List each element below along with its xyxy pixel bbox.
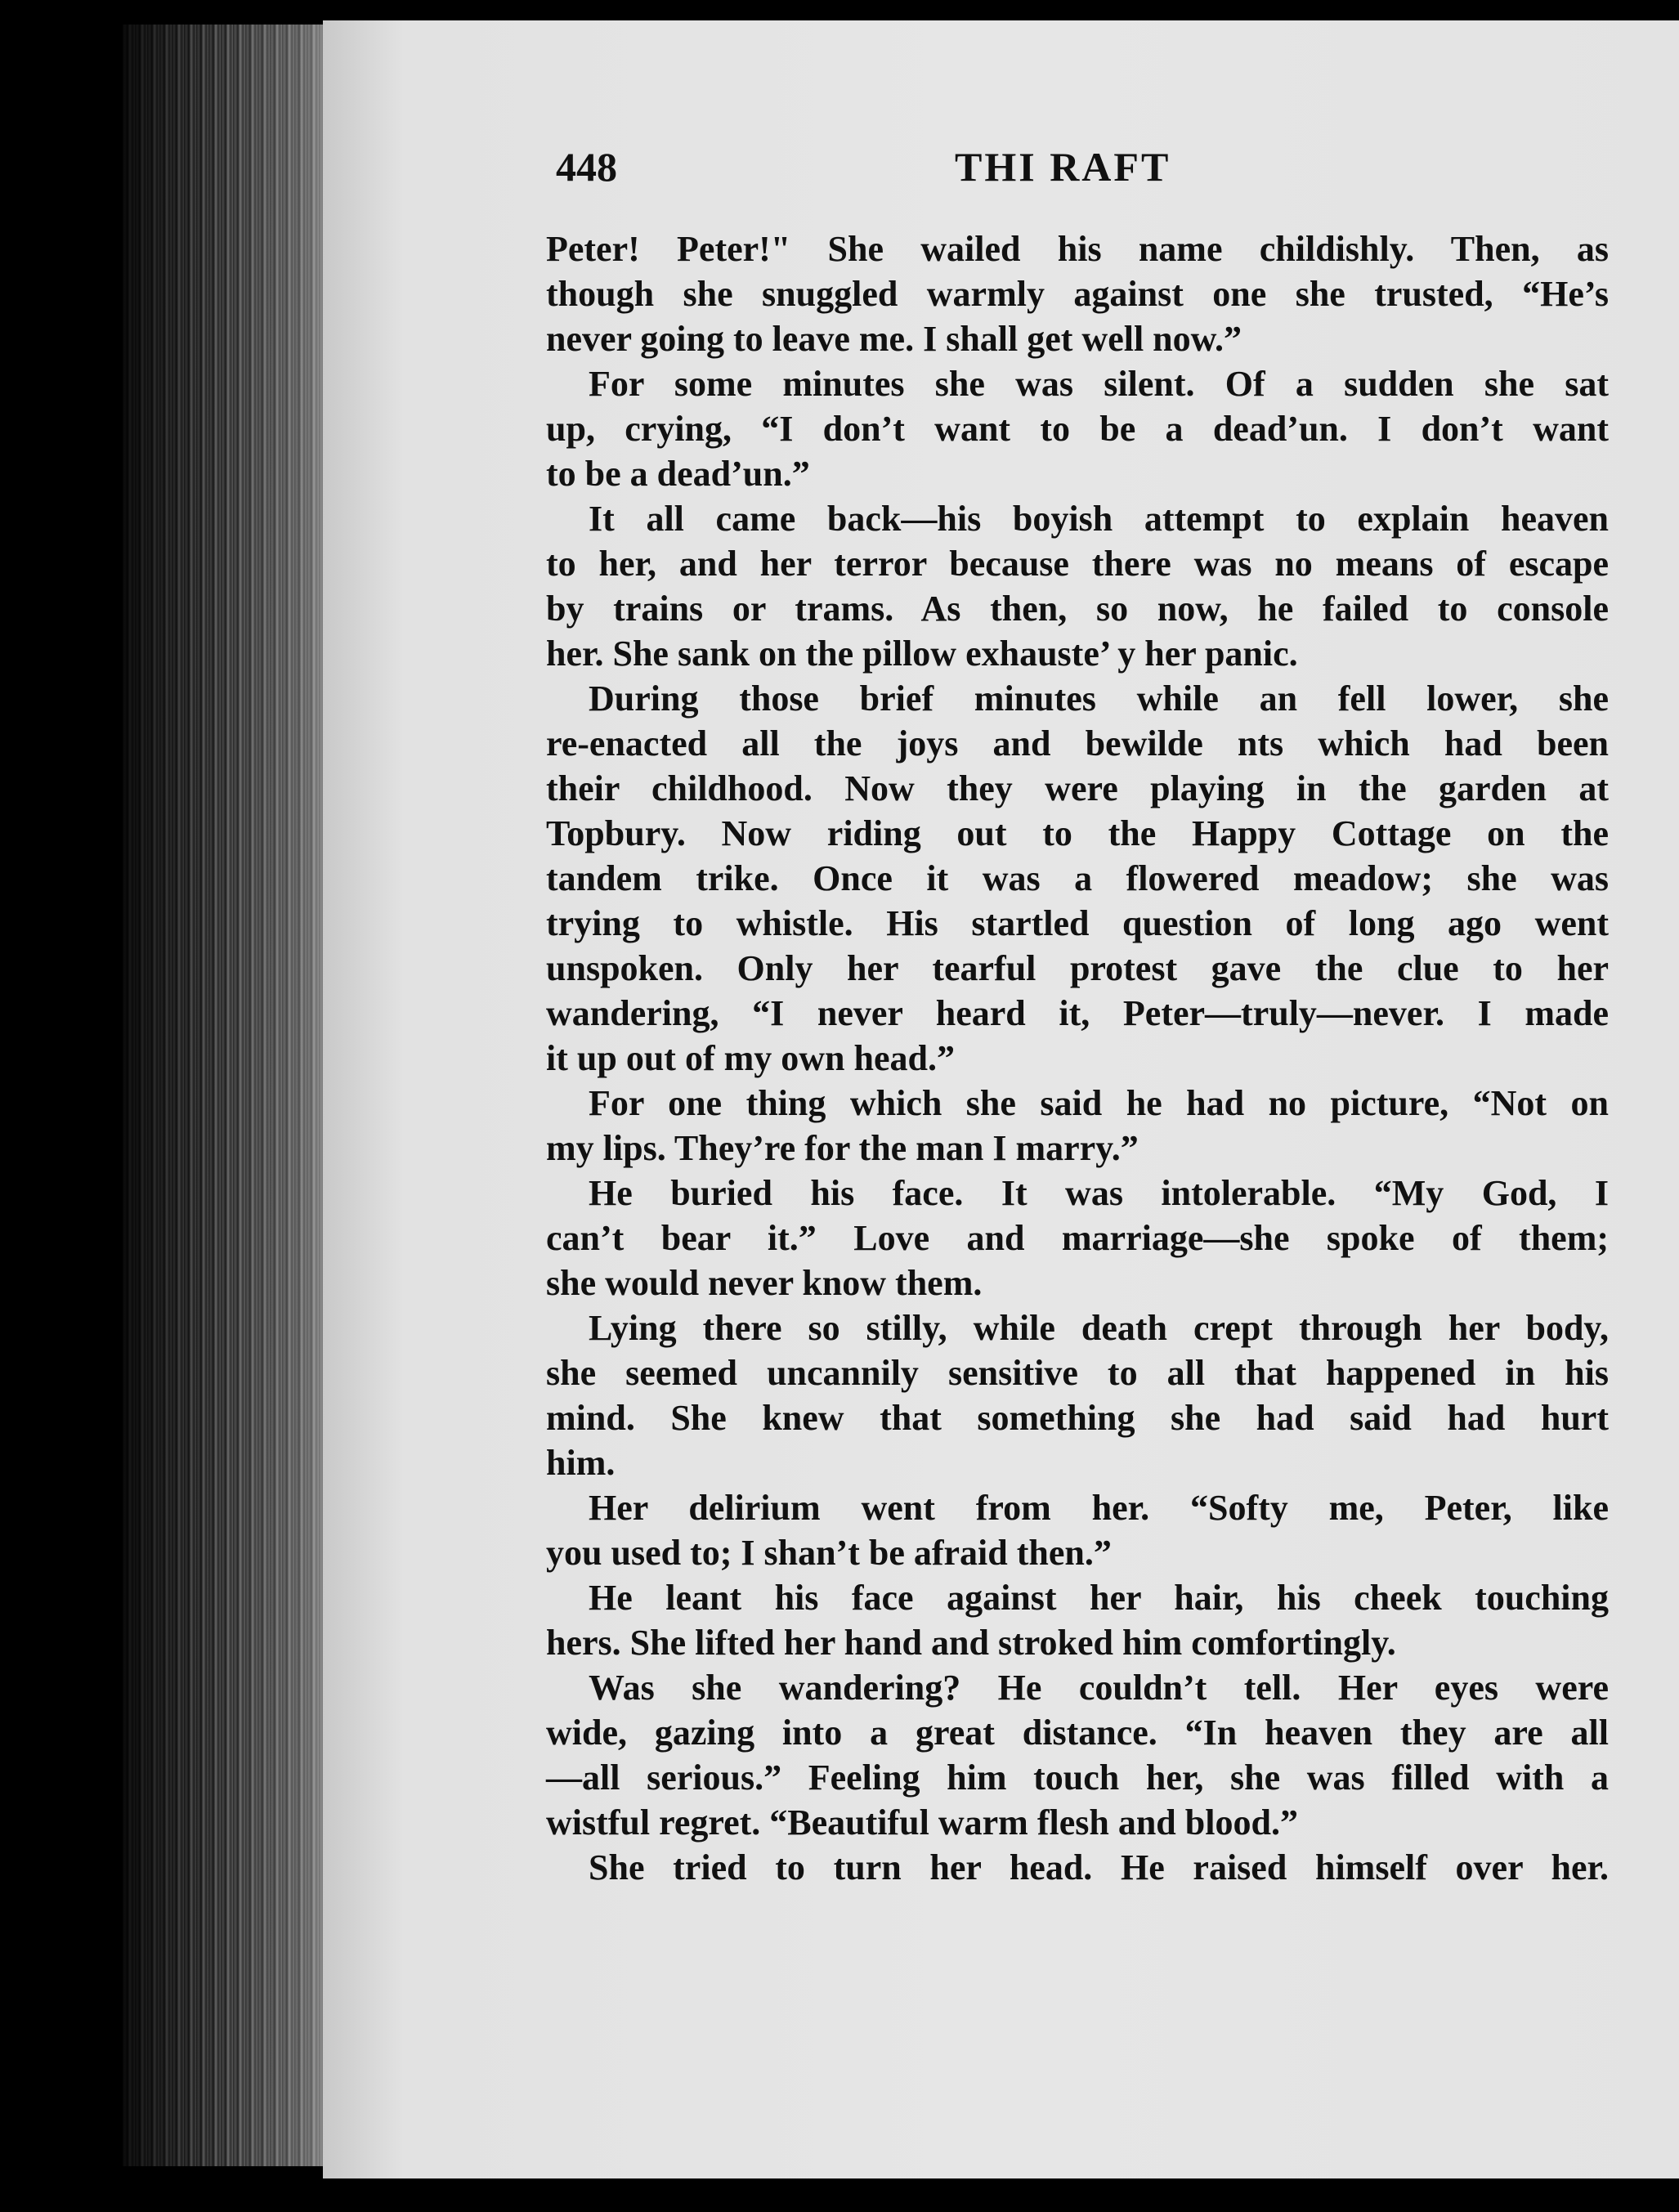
text-line: He leant his face against her hair, his cheek touching bbox=[589, 1578, 1609, 1618]
text-line: It all came back—his boyish attempt to explain heaven bbox=[589, 499, 1609, 539]
text-line: For some minutes she was silent. Of a sudden she sat bbox=[589, 364, 1609, 404]
text-line: Was she wandering? He couldn’t tell. Her eyes were bbox=[589, 1668, 1609, 1708]
text-line: Her delirium went from her. “Softy me, Peter, like bbox=[589, 1488, 1609, 1528]
text-line: to her, and her terror because there was no means of escape bbox=[546, 544, 1609, 584]
page-number: 448 bbox=[556, 144, 617, 190]
text-line: During those brief minutes while an fell lower, she bbox=[589, 678, 1609, 719]
text-line: by trains or trams. As then, so now, he failed to console bbox=[546, 589, 1609, 629]
text-line: —all serious.” Feeling him touch her, she was filled with a bbox=[546, 1758, 1609, 1798]
text-line: wistful regret. “Beautiful warm flesh and blood.” bbox=[546, 1802, 1298, 1843]
text-line: mind. She knew that something she had said had hurt bbox=[546, 1398, 1609, 1438]
book-page-edges bbox=[123, 25, 335, 2166]
text-line: though she snuggled warmly against one she trusted, “He’s bbox=[546, 274, 1609, 314]
text-line: her. She sank on the pillow exhauste’ y her panic. bbox=[546, 634, 1298, 674]
running-head bbox=[556, 143, 1619, 200]
text-line: tandem trike. Once it was a flowered meadow; she was bbox=[546, 858, 1609, 898]
text-line: my lips. They’re for the man I marry.” bbox=[546, 1128, 1139, 1168]
text-line: it up out of my own head.” bbox=[546, 1038, 955, 1078]
body-text bbox=[546, 226, 1609, 1890]
text-line: can’t bear it.” Love and marriage—she spoke of them; bbox=[546, 1218, 1609, 1258]
text-line: unspoken. Only her tearful protest gave the clue to her bbox=[546, 948, 1609, 988]
text-line: never going to leave me. I shall get well now.” bbox=[546, 319, 1242, 359]
running-title: THI RAFT bbox=[955, 144, 1171, 190]
text-line: him. bbox=[546, 1443, 616, 1483]
text-line: their childhood. Now they were playing in the garden at bbox=[546, 768, 1609, 808]
text-line: up, crying, “I don’t want to be a dead’un. I don’t want bbox=[546, 409, 1609, 449]
text-line: wide, gazing into a great distance. “In heaven they are all bbox=[546, 1713, 1609, 1753]
text-line: Lying there so stilly, while death crept through her body, bbox=[589, 1308, 1609, 1348]
text-line: re-enacted all the joys and bewilde nts which had been bbox=[546, 723, 1609, 763]
text-line: For one thing which she said he had no picture, “Not on bbox=[589, 1083, 1609, 1123]
text-line: wandering, “I never heard it, Peter—truly—never. I made bbox=[546, 993, 1609, 1033]
text-line: Topbury. Now riding out to the Happy Cottage on the bbox=[546, 813, 1609, 853]
text-line: She tried to turn her head. He raised himself over her. bbox=[589, 1847, 1609, 1887]
text-line: hers. She lifted her hand and stroked him comfortingly. bbox=[546, 1623, 1396, 1663]
text-line: you used to; I shan’t be afraid then.” bbox=[546, 1533, 1112, 1573]
text-line: to be a dead’un.” bbox=[546, 454, 810, 494]
text-line: she would never know them. bbox=[546, 1263, 983, 1303]
text-line: He buried his face. It was intolerable. “My God, I bbox=[589, 1173, 1609, 1213]
text-line: Peter! Peter!" She wailed his name childishly. Then, as bbox=[546, 229, 1609, 269]
text-line: she seemed uncannily sensitive to all that happened in his bbox=[546, 1353, 1609, 1393]
text-line: trying to whistle. His startled question of long ago went bbox=[546, 903, 1609, 943]
